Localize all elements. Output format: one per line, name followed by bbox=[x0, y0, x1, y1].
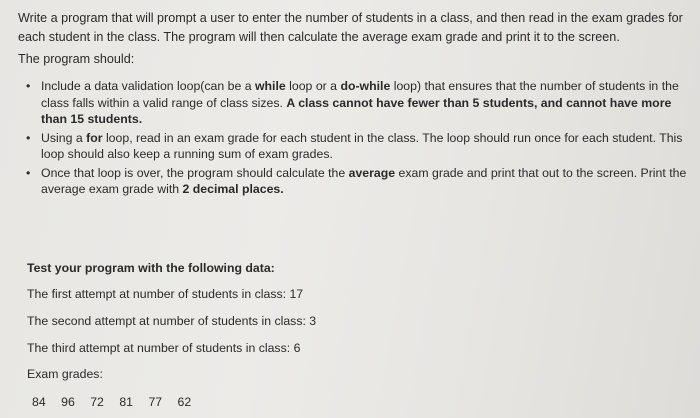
req-bold: 2 decimal places. bbox=[182, 182, 284, 196]
req-text: loop or a bbox=[285, 79, 341, 93]
req-text: Include a data validation loop(can be a bbox=[41, 79, 255, 93]
bullet-icon: • bbox=[26, 130, 31, 145]
list-item bbox=[26, 78, 690, 128]
requirements-list bbox=[26, 78, 690, 200]
exam-grades-label: Exam grades: bbox=[27, 367, 103, 381]
grade-value: 62 bbox=[177, 395, 192, 409]
req-text: loop, read in an exam grade for each student in the class. The loop should run once for each student. This loop should also keep a running sum of exam grades. bbox=[41, 130, 683, 161]
intro-paragraph: Write a program that will prompt a user to enter the number of students in a class, and then read in the exam grades for each student in the class. The program will then calculate the average exam grade and print it to the screen. bbox=[18, 11, 683, 44]
req-text: exam grade and print that out to the screen. Print the average exam grade with bbox=[41, 165, 687, 196]
grade-value: 84 bbox=[32, 395, 46, 409]
bullet-icon: • bbox=[26, 165, 31, 180]
req-bold: average bbox=[348, 165, 396, 180]
req-bold: while bbox=[254, 79, 286, 93]
grade-value: 77 bbox=[148, 395, 163, 409]
list-item bbox=[26, 165, 690, 198]
test-heading bbox=[27, 261, 275, 275]
bullet-icon: • bbox=[26, 79, 31, 93]
req-text: loop) that ensures that the number of students in the class falls within a valid range of class sizes. bbox=[41, 79, 679, 110]
req-text: Once that loop is over, the program should calculate the bbox=[41, 165, 349, 180]
req-bold: for bbox=[86, 130, 103, 145]
grade-value: 81 bbox=[119, 395, 134, 409]
test-heading-text: Test your program with the following data: bbox=[27, 261, 275, 275]
program-should-label: The program should: bbox=[18, 52, 135, 66]
test-third-attempt: The third attempt at number of students in class: 6 bbox=[27, 341, 301, 355]
test-second-attempt: The second attempt at number of students in class: 3 bbox=[27, 314, 317, 328]
req-bold: A class cannot have fewer than 5 students, and cannot have more than 15 students. bbox=[41, 95, 672, 126]
grade-value: 72 bbox=[90, 395, 104, 409]
test-first-attempt: The first attempt at number of students in class: 17 bbox=[27, 287, 304, 301]
req-bold: do-while bbox=[340, 79, 391, 93]
grade-value: 96 bbox=[61, 395, 75, 409]
list-item bbox=[26, 130, 690, 163]
exam-grades-values bbox=[32, 395, 203, 409]
req-text: Using a bbox=[41, 130, 87, 145]
